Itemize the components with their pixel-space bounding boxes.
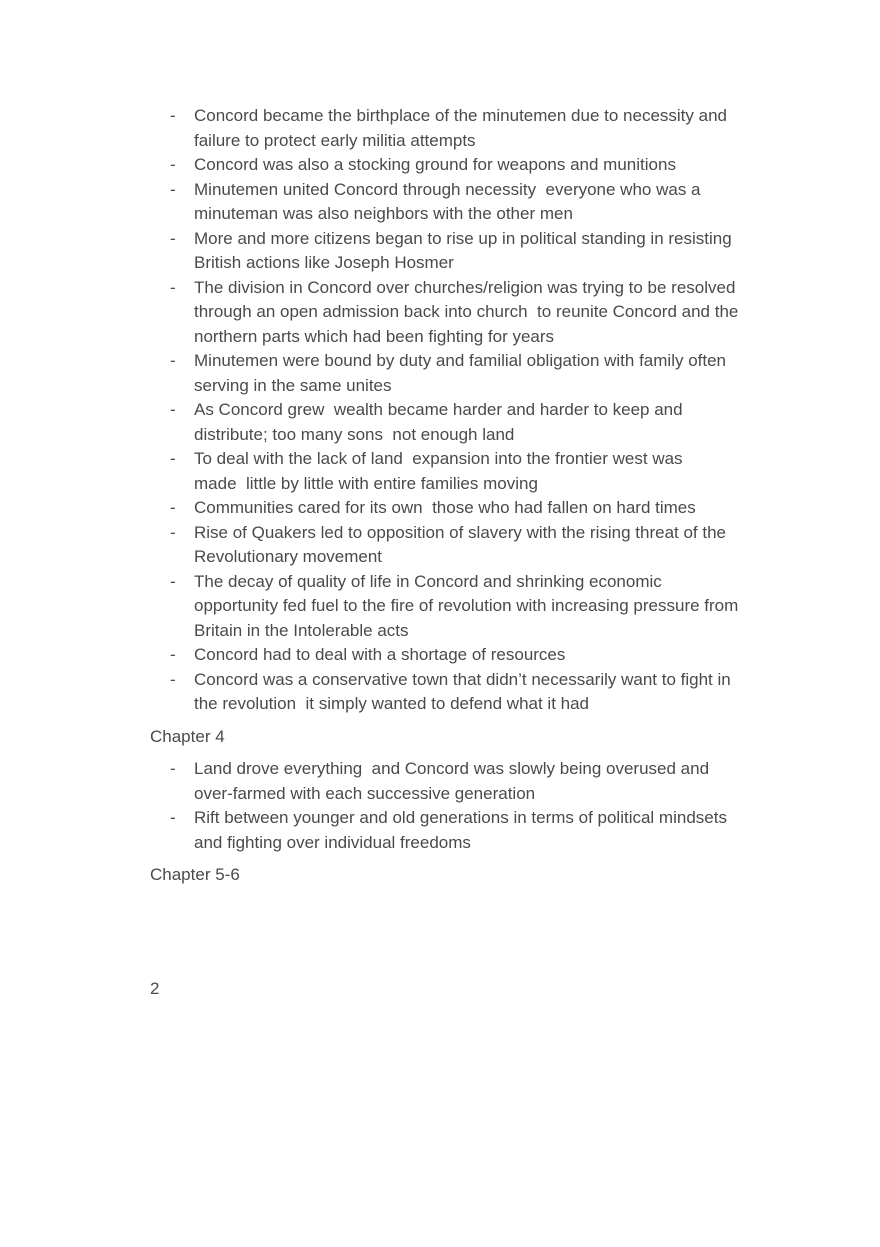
bullet-dash: - [170,228,176,248]
list-item [150,496,740,521]
list-item [150,757,740,806]
chapter-4-heading: Chapter 4 [150,727,225,746]
bullet-dash: - [170,449,176,468]
list-item-text: The decay of quality of life in Concord and shrinking economic opportunity fed fuel to the fire of revolution with increasing pressure from Britain in the Intolerable acts [194,571,739,640]
list-item-text: More and more citizens began to rise up in political standing in resisting British actions like Joseph Hosmer [194,228,732,272]
list-item [150,178,740,227]
bullet-dash: - [170,571,176,591]
bullet-dash: - [170,669,176,689]
list-item-text: Concord was also a stocking ground for weapons and munitions [194,155,676,174]
list-item-text: Concord had to deal with a shortage of resources [194,645,566,664]
list-item [150,643,740,668]
bullet-dash: - [170,155,176,174]
bullet-dash: - [170,522,176,542]
chapter-4-bullet-list [150,757,740,855]
list-item-text: As Concord grew wealth became harder and harder to keep and distribute; too many sons not enough land [194,400,683,444]
list-item [150,806,740,855]
list-item-text: Land drove everything and Concord was slowly being overused and over-farmed with each successive generation [194,759,710,803]
bullet-dash: - [170,645,176,664]
list-item-text: Minutemen united Concord through necessity everyone who was a minuteman was also neighbors with the other men [194,179,701,223]
list-item [150,521,740,570]
list-item [150,447,740,496]
list-item [150,349,740,398]
list-item-text: Minutemen were bound by duty and familial obligation with family often serving in the same unites [194,351,727,395]
page-number: 2 [150,979,160,998]
list-item-text: Concord became the birthplace of the minutemen due to necessity and failure to protect early militia attempts [194,106,727,150]
list-item [150,153,740,178]
bullet-dash: - [170,106,176,125]
bullet-dash: - [170,351,176,370]
bullet-dash: - [170,400,176,419]
top-bullet-list [150,104,740,717]
list-item-text: Rift between younger and old generations in terms of political mindsets and fighting over individual freedoms [194,808,727,852]
chapter-5-6-heading: Chapter 5-6 [150,865,240,884]
bullet-dash: - [170,179,176,199]
list-item-text: The division in Concord over churches/religion was trying to be resolved through an open admission back into church to reunite Concord and the northern parts which had been fighting for years [194,277,739,346]
list-item-text: Concord was a conservative town that didn’t necessarily want to fight in the revolution it simply wanted to defend what it had [194,669,731,713]
bullet-dash: - [170,277,176,297]
list-item-text: To deal with the lack of land expansion into the frontier west was made little by little with entire families moving [194,449,683,493]
list-item [150,227,740,276]
list-item-text: Rise of Quakers led to opposition of slavery with the rising threat of the Revolutionary movement [194,522,726,566]
list-item [150,570,740,644]
list-item [150,398,740,447]
list-item [150,276,740,350]
list-item-text: Communities cared for its own those who had fallen on hard times [194,498,696,517]
list-item [150,104,740,153]
bullet-dash: - [170,808,176,827]
bullet-dash: - [170,498,176,517]
bullet-dash: - [170,759,176,778]
list-item [150,668,740,717]
